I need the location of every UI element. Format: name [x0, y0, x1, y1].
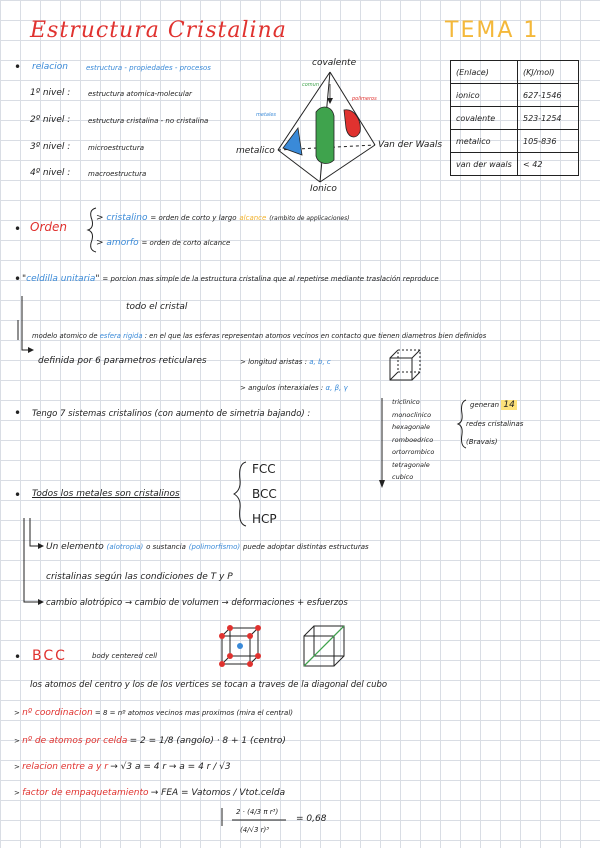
table-header: (Enlace) — [451, 61, 518, 84]
esfera-rigida-term: esfera rigida — [99, 332, 143, 340]
table-row — [451, 107, 579, 130]
cristalino-def: = orden de corto y largo — [150, 214, 237, 222]
metal-region — [283, 128, 302, 155]
level-3-label: 3º nivel : — [30, 142, 71, 152]
modelo-line — [32, 332, 486, 340]
tetra-ionico: Ionico — [310, 184, 337, 194]
fea-result: = 0,68 — [296, 814, 327, 824]
tetra-metalico: metalico — [236, 146, 275, 156]
list-item: cubico — [392, 473, 414, 481]
table-row — [451, 84, 579, 107]
bullet: • — [14, 406, 22, 420]
table-row — [451, 153, 579, 176]
level-1-label: 1º nivel : — [30, 88, 71, 98]
bcc-center-atom — [237, 643, 243, 649]
fea-numerator: 2 · (4/3 π r³) — [236, 808, 279, 816]
bond-energy-table — [450, 60, 579, 176]
factor-term: factor de empaquetamiento — [22, 788, 149, 798]
level-3-text: microestructura — [88, 144, 144, 152]
table-cell: 105-836 — [518, 130, 579, 153]
elemento-text-a: Un elemento — [46, 542, 104, 552]
relacion-text: → √3 a = 4 r → a = 4 r / √3 — [110, 762, 231, 772]
bravais-brace — [458, 400, 466, 448]
level-4-text: macroestructura — [88, 170, 147, 178]
relacion-text: estructura - propiedades - procesos — [86, 64, 211, 72]
angulos-values: α, β, γ — [325, 384, 348, 392]
tag-comun: comun — [302, 82, 320, 88]
list-item: romboedrico — [392, 435, 434, 444]
table-cell: metalico — [451, 130, 518, 153]
tengo-text: Tengo 7 sistemas cristalinos (con aumento de simetria bajando) : — [32, 409, 311, 419]
celdilla-def: = porcion mas simple de la estructura cristalina que al repetirse mediante traslación reproduce — [102, 275, 439, 283]
list-item: triclinico — [392, 398, 420, 406]
bullet: • — [14, 222, 22, 236]
level-2-label: 2º nivel : — [30, 115, 71, 125]
orden-brace — [88, 208, 96, 252]
relacion-term: relacion entre a y r — [22, 762, 108, 772]
longitud-line — [240, 358, 331, 366]
bcc-name: body centered cell — [92, 652, 158, 660]
table-row — [451, 130, 579, 153]
coord-line: > nº coordinacion = 8 = nº atomos vecinos mas proximos (mira el central) — [14, 708, 294, 718]
angulos-line — [240, 384, 348, 392]
alotropia-term: (alotropia) — [106, 543, 144, 551]
bcc-label: BCC — [32, 648, 67, 664]
celdilla-def-2: todo el cristal — [126, 302, 188, 312]
tag-polimeros: polimeros — [352, 96, 377, 102]
redes-text: redes cristalinas — [466, 420, 524, 428]
table-cell: 627-1546 — [518, 84, 579, 107]
metal-type-hcp: HCP — [252, 512, 277, 526]
list-item: monoclinico — [392, 410, 432, 419]
amorfo-def: = orden de corto alcance — [141, 239, 231, 247]
natomos-line: > nº de atomos por celda = 2 = 1/8 (angolo) · 8 + 1 (centro) — [14, 736, 286, 746]
metal-type-fcc: FCC — [252, 462, 276, 476]
generan-line — [470, 400, 517, 410]
relacion-line: > relacion entre a y r → √3 a = 4 r → a = 4 r / √3 — [14, 762, 231, 772]
list-item: ortorrombico — [392, 448, 435, 456]
celdilla-line: "celdilla unitaria" = porcion mas simple de la estructura cristalina que al repetirse mediante traslación reproduce — [22, 274, 439, 284]
table-cell: covalente — [451, 107, 518, 130]
coord-text: = 8 = nº atomos vecinos mas proximos (mira el central) — [94, 709, 294, 717]
bullet: • — [14, 650, 22, 664]
table-cell: ionico — [451, 84, 518, 107]
longitud-label: > longitud aristas : — [240, 358, 308, 366]
page-title: Estructura Cristalina — [30, 18, 287, 43]
natomos-term: nº de atomos por celda — [22, 736, 128, 746]
level-1-text: estructura atomica-molecular — [88, 90, 192, 98]
cambio-text: cambio alotrópico → cambio de volumen → deformaciones + esfuerzos — [46, 598, 348, 608]
modelo-text-a: modelo atomico de — [32, 332, 98, 340]
bravais-text: (Bravais) — [466, 438, 498, 446]
bcc-desc: los atomos del centro y los de los vertices se tocan a traves de la diagonal del cubo — [30, 680, 388, 690]
factor-line: > factor de empaquetamiento → FEA = Vatomos / Vtot.celda — [14, 788, 286, 798]
modelo-text-b: : en el que las esferas representan atomos vecinos en contacto que tienen diametros bien definidos — [144, 332, 487, 340]
longitud-values: a, b, c — [309, 358, 331, 366]
tag-metales: metales — [256, 112, 277, 118]
table-cell: van der waals — [451, 153, 518, 176]
crystal-system-list — [392, 396, 434, 484]
level-2-text: estructura cristalina - no cristalina — [88, 117, 209, 125]
definida-text: definida por 6 parametros reticulares — [38, 356, 207, 366]
coord-term: nº coordinacion — [22, 708, 93, 718]
cristalino-term: cristalino — [106, 213, 148, 223]
polymer-region — [344, 110, 360, 137]
table-header: (KJ/mol) — [518, 61, 579, 84]
elemento-line — [46, 542, 369, 552]
orden-label: Orden — [30, 220, 67, 234]
level-4-label: 4º nivel : — [30, 168, 71, 178]
generan-text: generan — [470, 401, 500, 409]
celdilla-term: celdilla unitaria — [26, 274, 96, 284]
bullet: • — [14, 272, 22, 286]
natomos-text: = 2 = 1/8 (angolo) · 8 + 1 (centro) — [129, 736, 286, 746]
celdilla-arrow — [22, 296, 30, 350]
topic-label: TEMA 1 — [445, 18, 540, 43]
orden-cristalino-line: > cristalino = orden de corto y largo alcance (rambito de applicaciones) — [96, 213, 350, 223]
table-cell: < 42 — [518, 153, 579, 176]
fea-denominator: (4/√3 r)³ — [240, 826, 270, 834]
angulos-label: > angulos interaxiales : — [240, 384, 324, 392]
elemento-text-c: puede adoptar distintas estructuras — [242, 543, 369, 551]
covalent-region — [316, 107, 334, 163]
relacion-label: relacion — [32, 62, 68, 72]
alcance-term: alcance — [239, 214, 267, 222]
cristalino-note: (rambito de applicaciones) — [269, 215, 350, 222]
polimorfismo-term: (polimorfismo) — [188, 543, 241, 551]
elemento-text-b: o sustancia — [146, 543, 186, 551]
tetra-vanderwaals: Van der Waals — [378, 140, 443, 150]
metals-brace — [234, 462, 246, 526]
bullet: • — [14, 60, 22, 74]
table-cell: 523-1254 — [518, 107, 579, 130]
condiciones-text: cristalinas según las condiciones de T y P — [46, 572, 233, 582]
orden-amorfo-line: > amorfo = orden de corto alcance — [96, 238, 231, 248]
bullet: • — [14, 488, 22, 502]
factor-text: → FEA = Vatomos / Vtot.celda — [150, 788, 286, 798]
amorfo-term: amorfo — [106, 238, 139, 248]
list-item: hexagonale — [392, 423, 430, 431]
tetra-covalente: covalente — [312, 58, 357, 68]
list-item: tetragonale — [392, 460, 430, 469]
metal-type-bcc: BCC — [252, 487, 277, 501]
table-header-row — [451, 61, 579, 84]
metales-text: Todos los metales son cristalinos — [32, 489, 180, 499]
bravais-count: 14 — [503, 400, 515, 410]
unit-cell-cube — [390, 350, 420, 380]
